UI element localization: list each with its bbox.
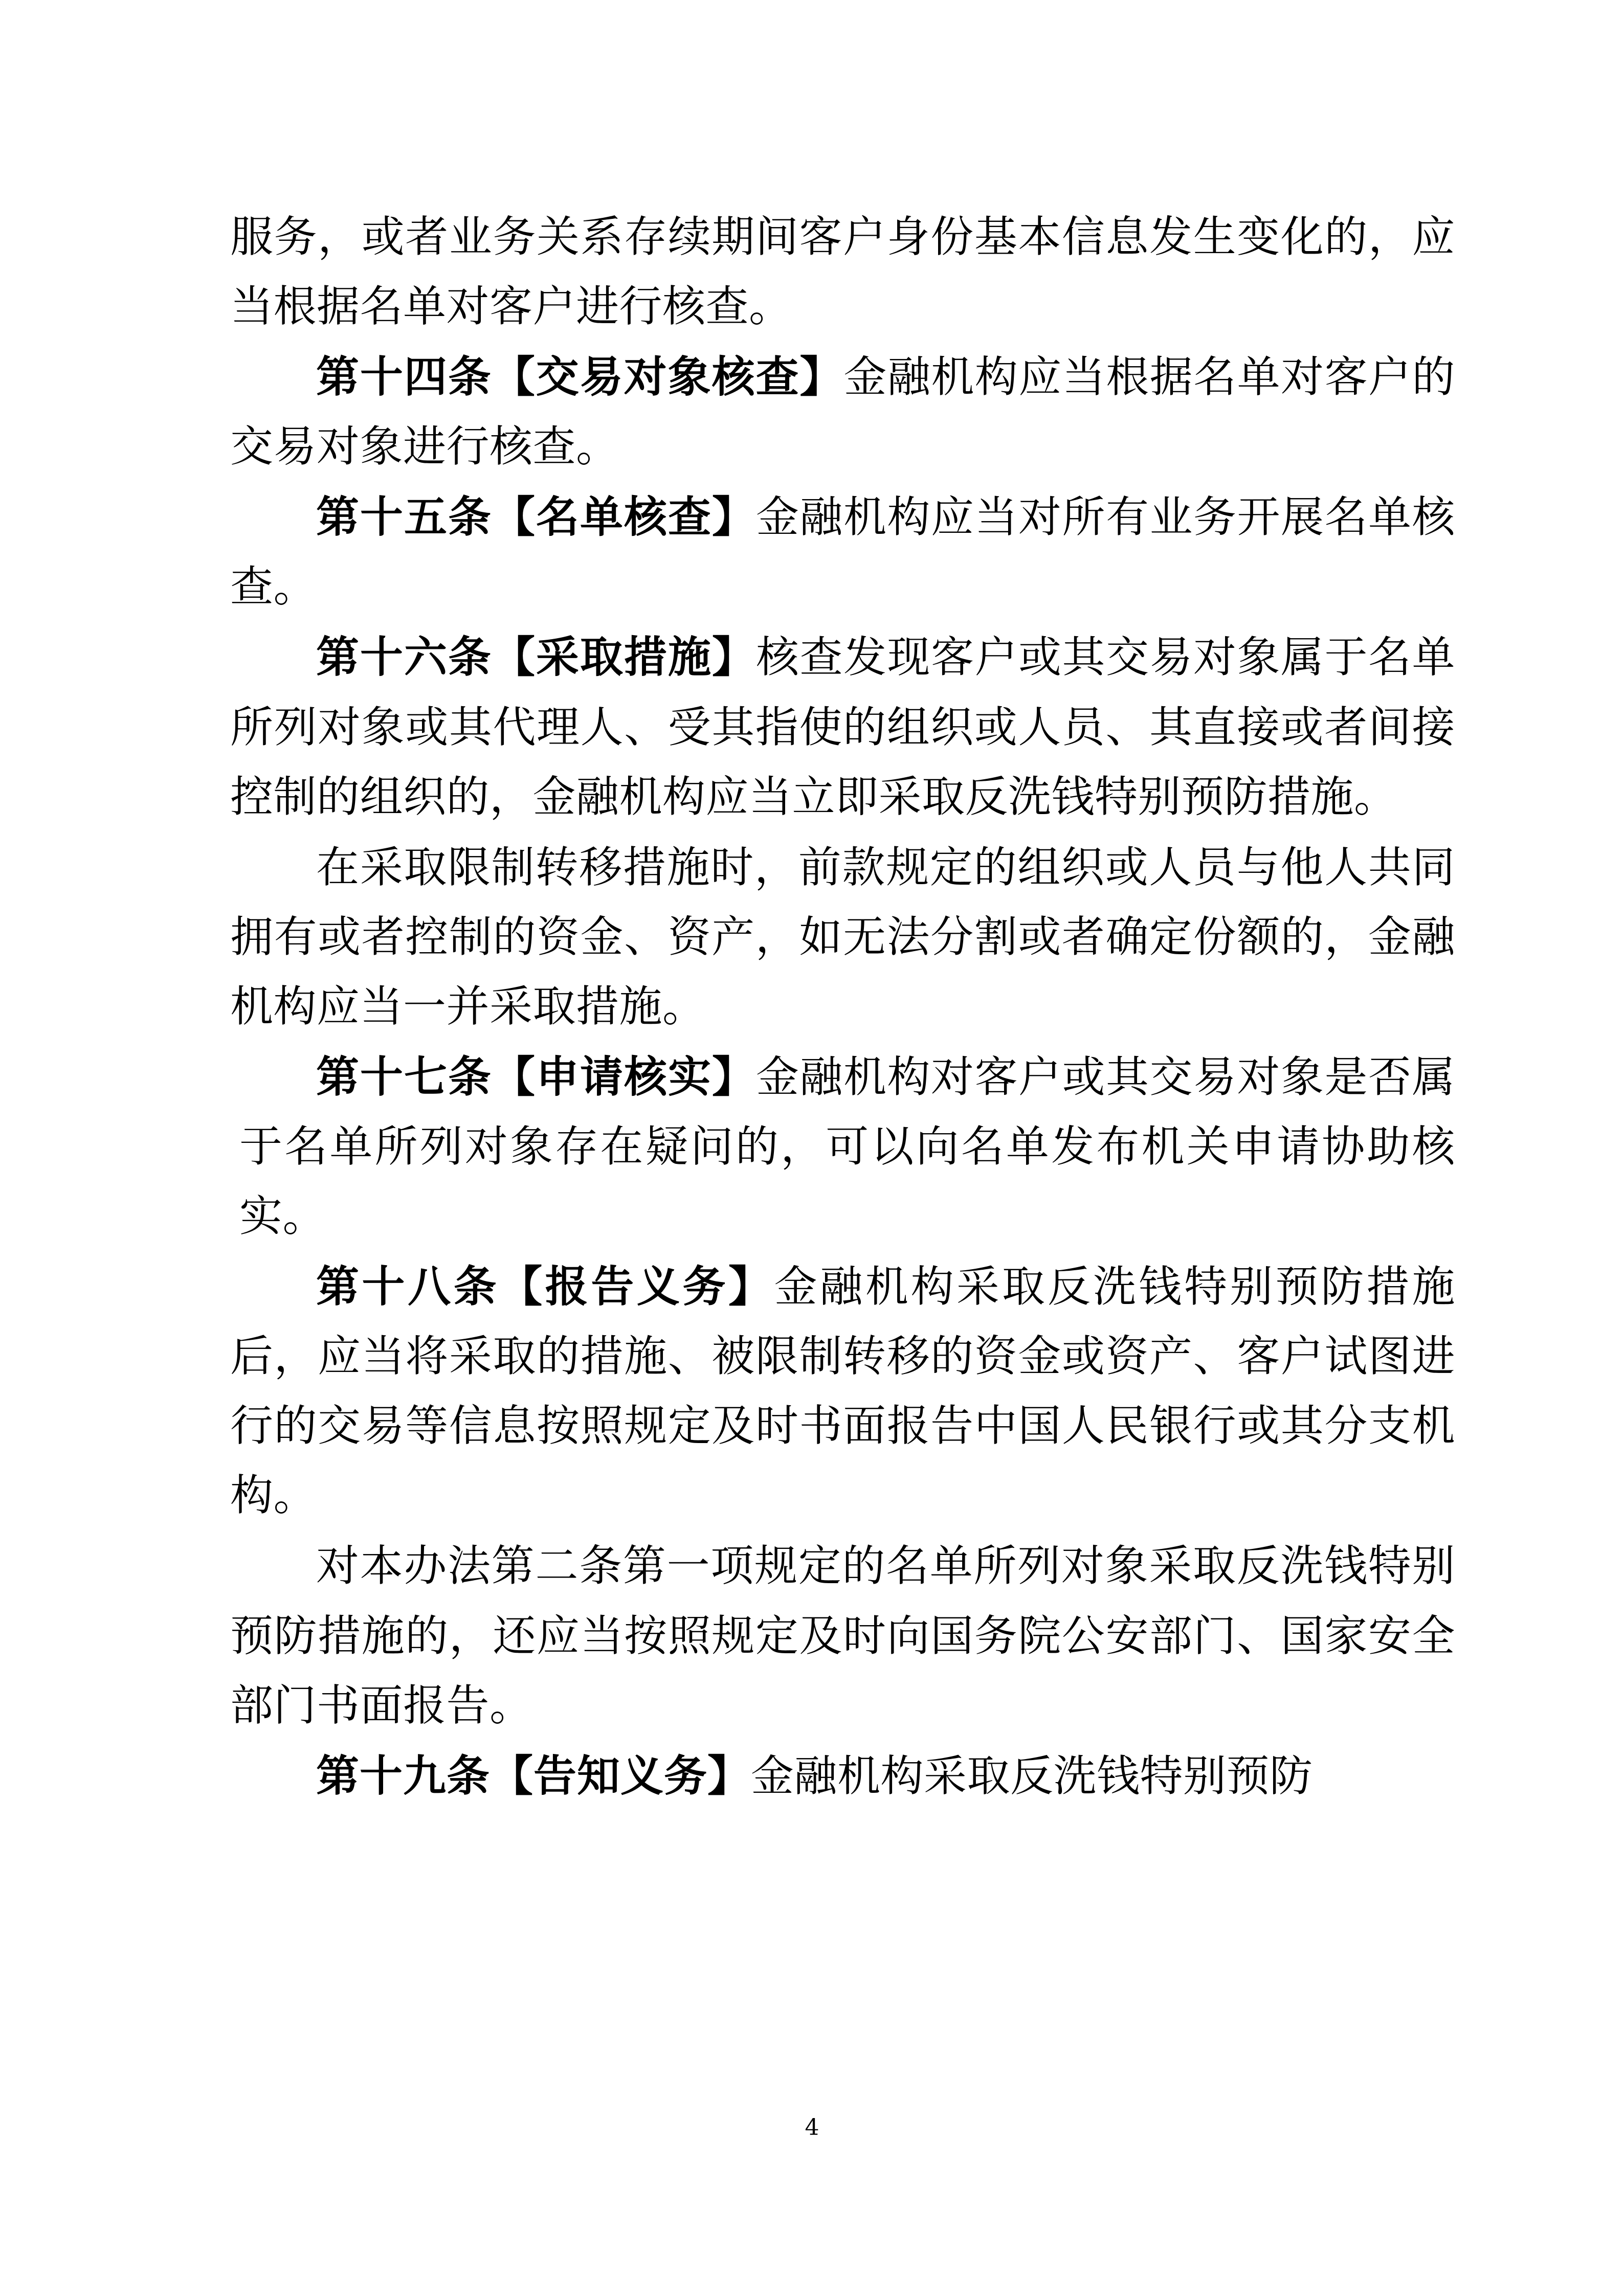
paragraph-text: 金融机构对客户或其交易对象是否属于名单所列对象存在疑问的，可以向名单发布机关申请协助核实。 bbox=[239, 1051, 1455, 1242]
article-heading: 第十五条【名单核查】 bbox=[316, 491, 756, 543]
paragraph-text: 核查发现客户或其交易对象属于名单所列对象或其代理人、受其指使的组织或人员、其直接或者间接控制的组织的，金融机构应当立即采取反洗钱特别预防措施。 bbox=[230, 632, 1455, 822]
article-heading: 第十七条【申请核实】 bbox=[316, 1051, 756, 1102]
paragraph-article-15 bbox=[230, 482, 1455, 621]
article-heading: 第十九条【告知义务】 bbox=[316, 1750, 751, 1801]
paragraph-article-14 bbox=[230, 342, 1455, 481]
article-heading: 第十四条【交易对象核查】 bbox=[316, 351, 844, 402]
paragraph-text: 服务，或者业务关系存续期间客户身份基本信息发生变化的，应当根据名单对客户进行核查。 bbox=[230, 212, 1455, 332]
page-number: 4 bbox=[805, 2114, 819, 2141]
paragraph-text: 金融机构采取反洗钱特别预防 bbox=[751, 1750, 1313, 1801]
paragraph-article-16-second bbox=[230, 832, 1455, 1041]
document-body bbox=[230, 202, 1455, 1811]
paragraph-text: 金融机构应当根据名单对客户的交易对象进行核查。 bbox=[230, 352, 1455, 472]
paragraph-article-16 bbox=[230, 622, 1455, 831]
paragraph-article-18 bbox=[230, 1252, 1455, 1530]
paragraph-article-19 bbox=[230, 1741, 1455, 1811]
paragraph-text: 对本办法第二条第一项规定的名单所列对象采取反洗钱特别预防措施的，还应当按照规定及时向国务院公安部门、国家安全部门书面报告。 bbox=[230, 1541, 1455, 1730]
paragraph-text: 在采取限制转移措施时，前款规定的组织或人员与他人共同拥有或者控制的资金、资产，如无法分割或者确定份额的，金融机构应当一并采取措施。 bbox=[230, 842, 1455, 1031]
paragraph-text: 金融机构采取反洗钱特别预防措施后，应当将采取的措施、被限制转移的资金或资产、客户试图进行的交易等信息按照规定及时书面报告中国人民银行或其分支机构。 bbox=[230, 1262, 1455, 1521]
paragraph-continued bbox=[230, 202, 1455, 341]
paragraph-article-17 bbox=[230, 1042, 1455, 1251]
article-heading: 第十六条【采取措施】 bbox=[316, 632, 756, 683]
article-heading: 第十八条【报告义务】 bbox=[316, 1261, 774, 1312]
paragraph-text: 金融机构应当对所有业务开展名单核查。 bbox=[230, 492, 1455, 612]
paragraph-article-18-second bbox=[230, 1531, 1455, 1740]
